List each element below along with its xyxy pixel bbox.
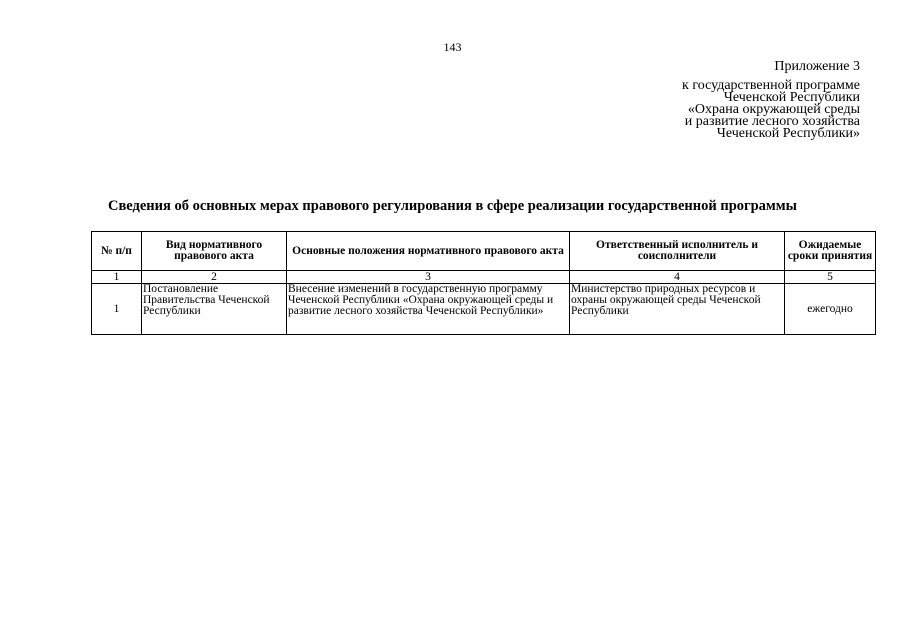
- appendix-line: «Охрана окружающей среды: [687, 102, 860, 117]
- document-title: Сведения об основных мерах правового регулирования в сфере реализации государственной программы: [107, 198, 797, 214]
- table-header-row: [92, 232, 876, 271]
- act-type-cell: Постановление Правительства Чеченской Республики: [142, 284, 287, 335]
- page-number: 143: [443, 40, 462, 54]
- column-number: 5: [785, 271, 876, 284]
- header-provisions: Основные положения нормативного правового акта: [287, 232, 570, 271]
- appendix-line: к государственной программе: [682, 78, 860, 93]
- provisions-cell: Внесение изменений в государственную программу Чеченской Республики «Охрана окружающей среды и развитие лесного хозяйства Чеченской Республики»: [287, 284, 570, 335]
- header-executor: Ответственный исполнитель и соисполнители: [570, 232, 785, 271]
- appendix-block: [682, 60, 860, 140]
- term-cell: ежегодно: [785, 284, 876, 335]
- header-term: Ожидаемые сроки принятия: [785, 232, 876, 271]
- column-number-row: [92, 271, 876, 284]
- appendix-line: Чеченской Республики»: [716, 126, 860, 141]
- appendix-line: и развитие лесного хозяйства: [684, 114, 860, 129]
- table-row: [92, 284, 876, 335]
- column-number: 1: [92, 271, 142, 284]
- column-number: 3: [287, 271, 570, 284]
- appendix-line: Чеченской Республики: [723, 90, 860, 105]
- column-number: 4: [570, 271, 785, 284]
- header-number: № п/п: [92, 232, 142, 271]
- header-act-type: Вид нормативного правового акта: [142, 232, 287, 271]
- executor-cell: Министерство природных ресурсов и охраны окружающей среды Чеченской Республики: [570, 284, 785, 335]
- legal-measures-table: [91, 231, 876, 335]
- appendix-title: Приложение 3: [774, 59, 860, 74]
- row-number: 1: [92, 284, 142, 335]
- column-number: 2: [142, 271, 287, 284]
